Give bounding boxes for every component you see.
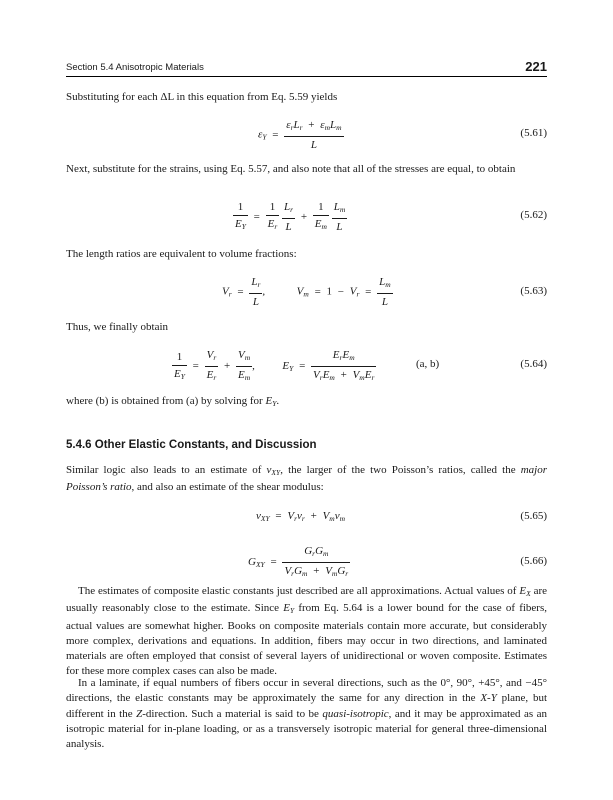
paragraph-thus: Thus, we finally obtain [66,321,169,333]
equation-5-64: $\frac{1}{E_Y}$ = $\frac{V_r}{E_r}$ + $\frac{V_m}{E_m}$ , $E_Y$ = $\frac{E_rE_m}{V_rE_m + V_mE_r}$ [174,349,375,382]
page-number: 221 [525,59,547,74]
equation-5-66: $G_{XY}$ = $\frac{G_rG_m}{V_rG_m + V_mG_r}$ [248,545,349,578]
paragraph-where-b: where (b) is obtained from (a) by solving for $E_Y$. [66,395,280,408]
equation-5-61: $\varepsilon_Y$ = $\frac{\varepsilon_rL_r + \varepsilon_mL_m}{L}$ [258,119,342,151]
equation-number-5-62: (5.62) [520,209,547,221]
equation-5-63: $V_r$ = $\frac{L_r}{L}$ , $V_m = 1 - V_r$ = $\frac{L_m}{L}$ [222,276,391,308]
paragraph-estimates: The estimates of composite elastic constants just described are all approximations. Actual values of $E_X$ are usually reasonably close to the estimate. Since $E_Y$ from Eq. 5.64 is a lower bound for the case of fibers, actual values are somewhat higher. Books on composite materials contain more accurate, but considerably more complex, derivations and equations. In addition, fibers may occur in two directions, and laminated materials are often employed that consist of several layers of unidirectional or woven composite. Estimates for these more complex cases can also be made. [66,585,548,678]
equation-number-5-64: (5.64) [520,358,547,370]
paragraph-next-substitute: Next, substitute for the strains, using Eq. 5.57, and also note that all of the stresses are equal, to obtain [66,163,516,175]
equation-5-62: $\frac{1}{E_Y}$ = $\frac{1}{E_r}$ $\frac{L_r}{L}$ + $\frac{1}{E_m}$ $\frac{L_m}{L}$ [235,201,346,233]
section-title: Section 5.4 Anisotropic Materials [66,62,204,73]
equation-number-5-66: (5.66) [520,555,547,567]
equation-number-5-63: (5.63) [520,285,547,297]
paragraph-length-ratios: The length ratios are equivalent to volume fractions: [66,248,297,260]
paragraph-substituting: Substituting for each ΔL in this equation from Eq. 5.59 yields [66,91,338,103]
section-heading: 5.4.6 Other Elastic Constants, and Discussion [66,439,317,451]
paragraph-similar-logic: Similar logic also leads to an estimate of $\nu_{XY}$, the larger of the two Poisson’s ratios, called the major Poisson’s ratio, and also an estimate of the shear modulus: [66,464,548,494]
equation-number-5-61: (5.61) [520,127,547,139]
equation-number-5-65: (5.65) [520,510,547,522]
equation-5-64-tag: (a, b) [416,358,440,370]
running-header [66,58,547,77]
equation-5-65: $\nu_{XY} = V_r\nu_r + V_m\nu_m$ [256,510,346,523]
paragraph-laminate: In a laminate, if equal numbers of fibers occur in several directions, such as the 0°, 90°, +45°, and −45° directions, the elastic constants may be approximately the same for any direction in the X-Y plane, but different in the Z-direction. Such a material is said to be quasi-isotropic, and it may be approximated as an isotropic material for in-plane loading, or as a transversely isotropic material for general three-dimensional analysis. [66,677,548,751]
